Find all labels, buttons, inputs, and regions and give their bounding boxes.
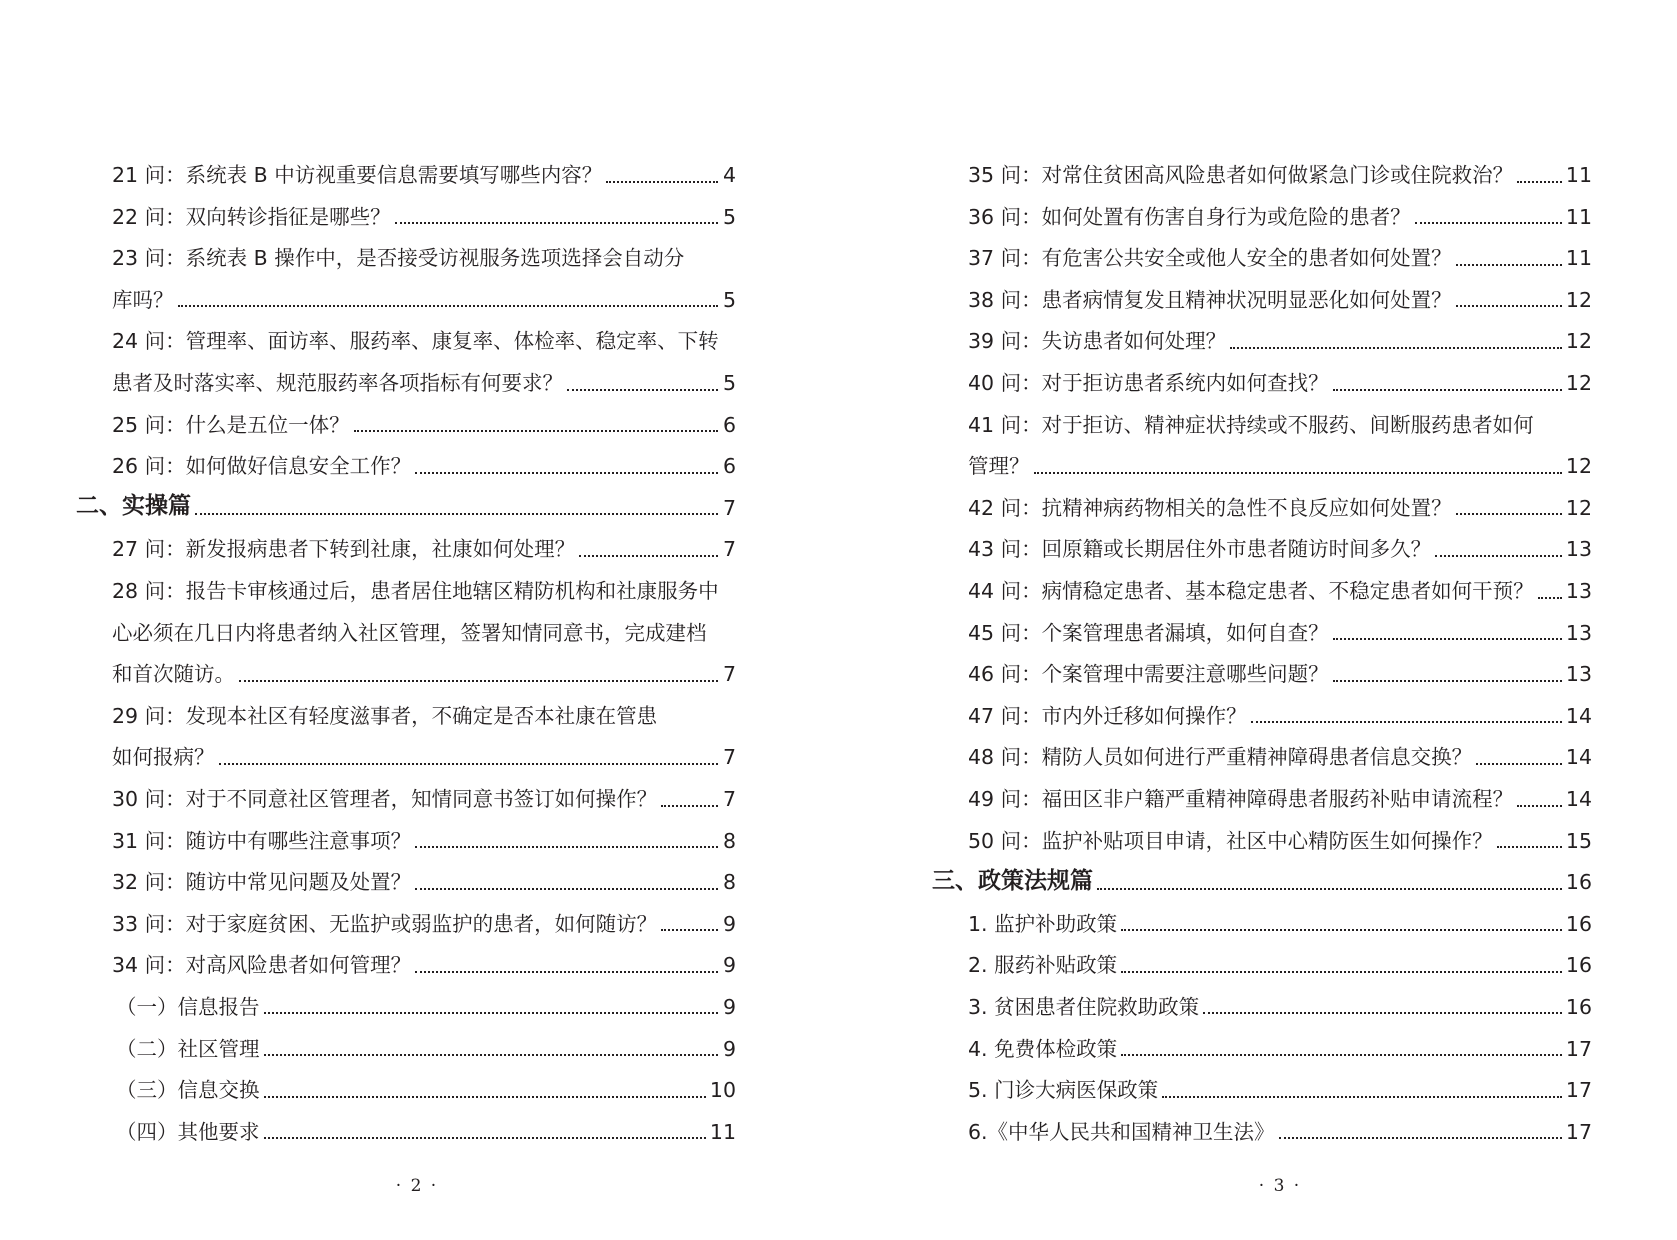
toc-entry (932, 1109, 1592, 1151)
toc-entry-title: 37 问：有危害公共安全或他人安全的患者如何处置？ (968, 246, 1452, 271)
toc-entry (932, 485, 1592, 527)
page-number (839, 1176, 1677, 1196)
toc-entry (932, 360, 1592, 402)
dot-leader (1333, 680, 1562, 682)
dot-leader (1121, 929, 1562, 931)
dot-leader (354, 430, 718, 432)
toc-page-number: 7 (722, 537, 736, 562)
toc-page-number: 11 (1565, 246, 1592, 271)
toc-entry-title: 管理？ (968, 454, 1030, 479)
toc-page-number: 9 (722, 994, 736, 1019)
toc-entry-title: 二、实操篇 (76, 493, 191, 520)
toc-page-number: 12 (1565, 287, 1592, 312)
toc-entry-title: 22 问：双向转诊指征是哪些？ (112, 204, 391, 229)
toc-entry (932, 277, 1592, 319)
toc-entry-title: 患者及时落实率、规范服药率各项指标有何要求？ (112, 371, 563, 396)
toc-entry-title: 34 问：对高风险患者如何管理？ (112, 953, 412, 978)
toc-entry-title: 1. 监护补助政策 (968, 911, 1118, 936)
toc-entry (76, 443, 736, 485)
toc-entry-title: （四）其他要求 (116, 1119, 260, 1144)
toc-page-number: 9 (722, 1036, 736, 1061)
dot-leader (1034, 472, 1562, 474)
dot-leader (415, 971, 718, 973)
toc-entry-title: （三）信息交换 (116, 1078, 260, 1103)
table-of-contents-left (76, 152, 736, 1150)
toc-entry-title: 29 问：发现本社区有轻度滋事者，不确定是否本社康在管患 (112, 703, 658, 728)
toc-entry (76, 693, 736, 735)
toc-entry (76, 651, 736, 693)
toc-entry (76, 1067, 736, 1109)
dot-leader (1097, 888, 1562, 890)
dot-leader (1162, 1096, 1562, 1098)
toc-page-number: 12 (1565, 495, 1592, 520)
toc-page-number: 8 (722, 870, 736, 895)
dot-leader (239, 680, 718, 682)
dot-leader (219, 763, 719, 765)
toc-page-number: 12 (1565, 371, 1592, 396)
toc-entry (76, 984, 736, 1026)
toc-entry-title: 35 问：对常住贫困高风险患者如何做紧急门诊或住院救治？ (968, 163, 1514, 188)
toc-page-number: 5 (722, 204, 736, 229)
toc-page-number: 16 (1565, 911, 1592, 936)
dot-leader (1203, 1012, 1562, 1014)
toc-page-number: 13 (1565, 537, 1592, 562)
toc-page-number: 9 (722, 953, 736, 978)
dot-leader (1517, 181, 1562, 183)
toc-entry-title: 5. 门诊大病医保政策 (968, 1078, 1159, 1103)
dot-leader (1456, 264, 1562, 266)
toc-entry (932, 443, 1592, 485)
toc-entry (932, 651, 1592, 693)
toc-entry (932, 402, 1592, 444)
dot-leader (1456, 513, 1562, 515)
dot-leader (661, 929, 718, 931)
dot-leader (1435, 555, 1562, 557)
toc-page-number: 11 (709, 1119, 736, 1144)
toc-page-number: 16 (1565, 994, 1592, 1019)
toc-entry-title: 49 问：福田区非户籍严重精神障碍患者服药补贴申请流程？ (968, 787, 1514, 811)
dot-leader (415, 846, 718, 848)
toc-entry-title: 23 问：系统表 B 操作中，是否接受访视服务选项选择会自动分 (112, 246, 685, 271)
toc-page-number: 15 (1565, 828, 1592, 853)
dot-leader (1538, 597, 1562, 599)
right-page (839, 0, 1677, 1240)
dot-leader (1415, 222, 1562, 224)
toc-entry-title: 30 问：对于不同意社区管理者，知情同意书签订如何操作？ (112, 787, 658, 811)
toc-entry (76, 360, 736, 402)
toc-entry-title: 库吗？ (112, 287, 174, 312)
toc-entry (932, 610, 1592, 652)
dot-leader (415, 888, 718, 890)
toc-entry (932, 1067, 1592, 1109)
toc-entry (932, 818, 1592, 860)
dot-leader (1121, 1054, 1562, 1056)
toc-page-number: 9 (722, 911, 736, 936)
toc-page-number: 17 (1565, 1078, 1592, 1103)
toc-entry (76, 859, 736, 901)
toc-page-number: 11 (1565, 204, 1592, 229)
toc-page-number: 8 (722, 828, 736, 853)
toc-section-heading (76, 485, 736, 527)
toc-entry (76, 526, 736, 568)
toc-entry (76, 1109, 736, 1151)
toc-entry (932, 693, 1592, 735)
dot-leader (178, 305, 719, 307)
toc-entry-title: 6.《中华人民共和国精神卫生法》 (968, 1119, 1275, 1144)
toc-entry-title: 2. 服药补贴政策 (968, 953, 1118, 978)
dot-leader (1251, 721, 1562, 723)
toc-entry-title: 50 问：监护补贴项目申请，社区中心精防医生如何操作？ (968, 828, 1493, 853)
toc-entry (932, 235, 1592, 277)
dot-leader (567, 389, 718, 391)
dot-leader (395, 222, 718, 224)
toc-entry-title: 47 问：市内外迁移如何操作？ (968, 703, 1247, 728)
dot-leader (661, 805, 718, 807)
dot-leader (1121, 971, 1562, 973)
toc-page-number: 7 (722, 495, 736, 520)
toc-entry (932, 942, 1592, 984)
dot-leader (264, 1137, 706, 1139)
toc-page-number: 6 (722, 412, 736, 437)
toc-entry-title: 39 问：失访患者如何处理？ (968, 329, 1227, 354)
toc-entry (932, 984, 1592, 1026)
toc-entry-title: 3. 贫困患者住院救助政策 (968, 994, 1200, 1019)
toc-entry (76, 901, 736, 943)
toc-page-number: 7 (722, 745, 736, 770)
toc-entry-title: 45 问：个案管理患者漏填，如何自查？ (968, 620, 1329, 645)
toc-entry-title: 31 问：随访中有哪些注意事项？ (112, 828, 412, 853)
toc-page-number: 14 (1565, 745, 1592, 770)
toc-page-number: 13 (1565, 662, 1592, 687)
toc-section-heading (932, 859, 1592, 901)
toc-entry (76, 610, 736, 652)
dot-leader (264, 1012, 719, 1014)
toc-entry-title: 28 问：报告卡审核通过后，患者居住地辖区精防机构和社康服务中 (112, 579, 719, 604)
toc-entry-title: 41 问：对于拒访、精神症状持续或不服药、间断服药患者如何 (968, 412, 1534, 437)
toc-page-number: 6 (722, 454, 736, 479)
toc-entry (932, 194, 1592, 236)
page-number (0, 1176, 838, 1196)
dot-leader (1333, 389, 1562, 391)
dot-leader (415, 472, 718, 474)
toc-entry (932, 1025, 1592, 1067)
dot-leader (606, 181, 718, 183)
toc-page-number: 5 (722, 287, 736, 312)
toc-entry-title: 33 问：对于家庭贫困、无监护或弱监护的患者，如何随访？ (112, 911, 658, 936)
dot-leader (1517, 805, 1562, 807)
toc-entry (76, 734, 736, 776)
toc-entry (76, 776, 736, 818)
toc-entry (76, 402, 736, 444)
toc-entry (76, 318, 736, 360)
left-page (0, 0, 838, 1240)
toc-page-number: 16 (1565, 953, 1592, 978)
toc-entry-title: （二）社区管理 (116, 1036, 260, 1061)
toc-page-number: 7 (722, 662, 736, 687)
toc-entry-title: 36 问：如何处置有伤害自身行为或危险的患者？ (968, 204, 1411, 229)
toc-entry (76, 942, 736, 984)
toc-entry-title: 三、政策法规篇 (932, 867, 1093, 894)
toc-entry (932, 901, 1592, 943)
dot-leader (264, 1054, 719, 1056)
toc-page-number: 14 (1565, 703, 1592, 728)
toc-entry-title: 27 问：新发报病患者下转到社康，社康如何处理？ (112, 537, 576, 562)
page-number-text: · 3 · (1258, 1176, 1302, 1196)
toc-page-number: 16 (1565, 870, 1592, 895)
toc-entry (932, 776, 1592, 818)
toc-entry (76, 235, 736, 277)
toc-page-number: 13 (1565, 620, 1592, 645)
toc-entry (76, 194, 736, 236)
toc-entry (932, 526, 1592, 568)
toc-entry-title: 24 问：管理率、面访率、服药率、康复率、体检率、稳定率、下转 (112, 329, 719, 354)
dot-leader (1279, 1137, 1562, 1139)
toc-entry (932, 568, 1592, 610)
dot-leader (195, 513, 718, 515)
toc-entry-title: 26 问：如何做好信息安全工作？ (112, 454, 412, 479)
toc-entry-title: （一）信息报告 (116, 994, 260, 1019)
toc-entry-title: 32 问：随访中常见问题及处置？ (112, 870, 412, 895)
toc-page-number: 17 (1565, 1119, 1592, 1144)
dot-leader (1456, 305, 1562, 307)
toc-page-number: 12 (1565, 329, 1592, 354)
toc-entry-title: 如何报病？ (112, 745, 215, 770)
toc-entry-title: 48 问：精防人员如何进行严重精神障碍患者信息交换？ (968, 745, 1473, 770)
toc-entry-title: 25 问：什么是五位一体？ (112, 412, 350, 437)
toc-page-number: 17 (1565, 1036, 1592, 1061)
toc-page-number: 7 (722, 787, 736, 811)
page-number-text: · 2 · (395, 1176, 439, 1196)
toc-page-number: 11 (1565, 163, 1592, 188)
toc-entry-title: 21 问：系统表 B 中访视重要信息需要填写哪些内容？ (112, 163, 603, 188)
toc-entry-title: 38 问：患者病情复发且精神状况明显恶化如何处置？ (968, 287, 1452, 312)
dot-leader (1497, 846, 1562, 848)
toc-entry (932, 318, 1592, 360)
toc-page-number: 12 (1565, 454, 1592, 479)
toc-entry-title: 和首次随访。 (112, 662, 235, 687)
toc-entry (932, 734, 1592, 776)
toc-entry (932, 152, 1592, 194)
toc-page-number: 5 (722, 371, 736, 396)
dot-leader (1333, 638, 1562, 640)
dot-leader (579, 555, 718, 557)
dot-leader (1230, 347, 1562, 349)
toc-entry-title: 心必须在几日内将患者纳入社区管理，签署知情同意书，完成建档 (112, 620, 707, 645)
toc-page-number: 4 (722, 163, 736, 188)
toc-entry (76, 1025, 736, 1067)
toc-entry-title: 43 问：回原籍或长期居住外市患者随访时间多久？ (968, 537, 1432, 562)
toc-entry (76, 818, 736, 860)
toc-entry-title: 40 问：对于拒访患者系统内如何查找？ (968, 371, 1329, 396)
table-of-contents-right (932, 152, 1592, 1150)
toc-entry-title: 4. 免费体检政策 (968, 1036, 1118, 1061)
toc-page-number: 13 (1565, 579, 1592, 604)
dot-leader (1476, 763, 1562, 765)
toc-entry (76, 568, 736, 610)
toc-entry-title: 46 问：个案管理中需要注意哪些问题？ (968, 662, 1329, 687)
toc-entry-title: 42 问：抗精神病药物相关的急性不良反应如何处置？ (968, 495, 1452, 520)
toc-entry (76, 277, 736, 319)
toc-page-number: 14 (1565, 787, 1592, 811)
toc-page-number: 10 (709, 1078, 736, 1103)
toc-entry-title: 44 问：病情稳定患者、基本稳定患者、不稳定患者如何干预？ (968, 579, 1534, 604)
dot-leader (264, 1096, 706, 1098)
toc-entry (76, 152, 736, 194)
